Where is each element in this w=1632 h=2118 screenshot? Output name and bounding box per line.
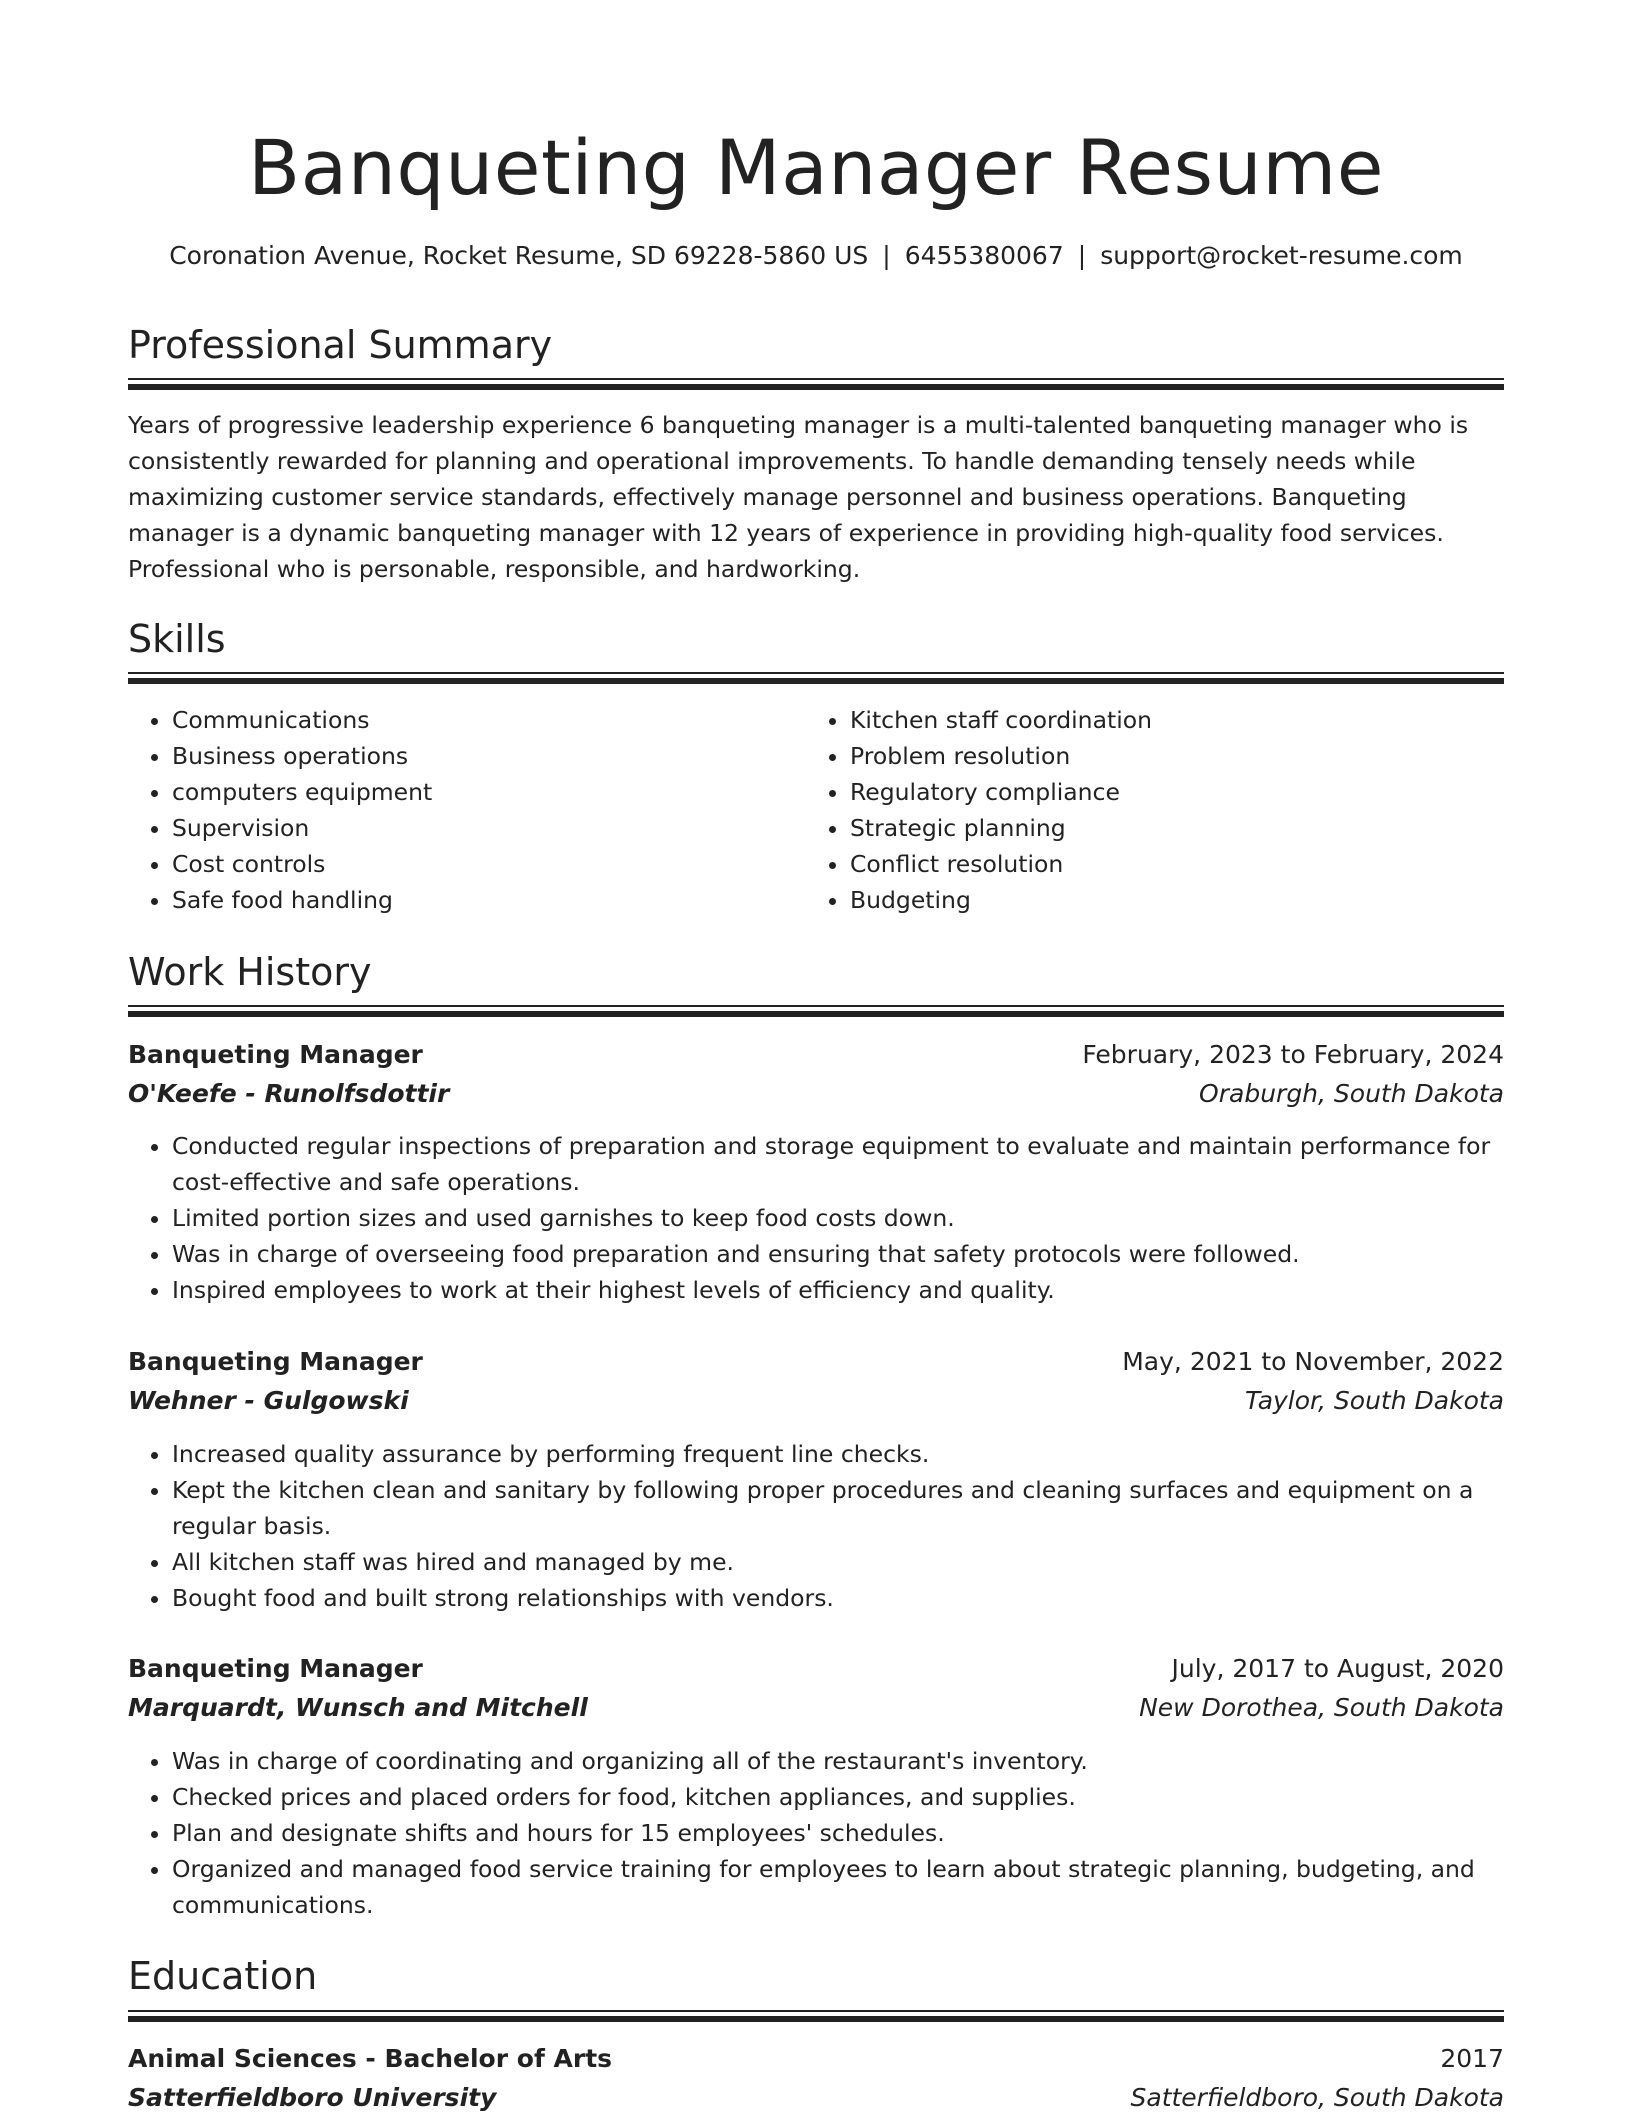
skills-heading: Skills (128, 617, 226, 661)
job-header (128, 1342, 1504, 1382)
work-history-heading: Work History (128, 950, 372, 994)
job-duties (128, 1128, 1504, 1308)
education-subheader (128, 2078, 1504, 2118)
skill-item: • Supervision (172, 810, 792, 846)
contact-phone: 6455380067 (904, 241, 1064, 270)
education-heading: Education (128, 1954, 318, 1998)
skill-item: • Conflict resolution (850, 846, 1490, 882)
skill-item: • computers equipment (172, 774, 792, 810)
skill-item: • Safe food handling (172, 882, 792, 918)
education-location: Satterfieldboro, South Dakota (1130, 2083, 1504, 2112)
job-duty: • Bought food and built strong relationships with vendors. (172, 1580, 1504, 1616)
skill-item: • Regulatory compliance (850, 774, 1490, 810)
job-duties (128, 1436, 1504, 1616)
skill-item: • Strategic planning (850, 810, 1490, 846)
job-duty: • Was in charge of overseeing food preparation and ensuring that safety protocols were followed. (172, 1236, 1504, 1272)
job-header (128, 1035, 1504, 1075)
job-company: Wehner - Gulgowski (128, 1386, 409, 1415)
skill-item: • Problem resolution (850, 738, 1490, 774)
resume-title: Banqueting Manager Resume (247, 123, 1385, 212)
education-header (128, 2039, 1504, 2079)
job-header (128, 1649, 1504, 1689)
job-duty: • Plan and designate shifts and hours for 15 employees' schedules. (172, 1815, 1504, 1851)
job-duty: • Was in charge of coordinating and organizing all of the restaurant's inventory. (172, 1743, 1504, 1779)
contact-separator: | (1077, 241, 1087, 270)
job-dates: May, 2021 to November, 2022 (1122, 1347, 1504, 1376)
education-school: Satterfieldboro University (128, 2083, 497, 2112)
section-divider (128, 2010, 1504, 2022)
job-duty: • Conducted regular inspections of preparation and storage equipment to evaluate and maintain performance for cost-effective and safe operations. (172, 1128, 1504, 1200)
skill-item: • Kitchen staff coordination (850, 702, 1490, 738)
contact-separator: | (882, 241, 891, 270)
summary-heading: Professional Summary (128, 323, 553, 367)
job-location: Taylor, South Dakota (1245, 1386, 1504, 1415)
skills-list-right (806, 702, 1490, 918)
education-degree: Animal Sciences - Bachelor of Arts (128, 2044, 613, 2073)
job-duty: • Inspired employees to work at their highest levels of efficiency and quality. (172, 1272, 1504, 1308)
job-duty: • Organized and managed food service training for employees to learn about strategic planning, budgeting, and communications. (172, 1851, 1504, 1923)
contact-address: Coronation Avenue, Rocket Resume, SD 69228-5860 US (169, 241, 869, 270)
job-role: Banqueting Manager (128, 1040, 423, 1069)
summary-text: Years of progressive leadership experience 6 banqueting manager is a multi-talented banqueting manager who is consistently rewarded for planning and operational improvements. To handle demanding tensely needs while maximizing customer service standards, effectively manage personnel and business operations. Banqueting manager is a dynamic banqueting manager with 12 years of experience in providing high-quality food services. Professional who is personable, responsible, and hardworking. (128, 411, 1469, 583)
skill-item: • Communications (172, 702, 792, 738)
job-location: Oraburgh, South Dakota (1199, 1079, 1504, 1108)
job-duty: • Kept the kitchen clean and sanitary by following proper procedures and cleaning surfaces and equipment on a regular basis. (172, 1472, 1504, 1544)
job-dates: July, 2017 to August, 2020 (1171, 1654, 1504, 1683)
skills-list-left (128, 702, 792, 918)
section-divider (128, 672, 1504, 684)
job-subheader (128, 1688, 1504, 1728)
job-duty: • Checked prices and placed orders for food, kitchen appliances, and supplies. (172, 1779, 1504, 1815)
job-subheader (128, 1074, 1504, 1114)
skill-item: • Business operations (172, 738, 792, 774)
skill-item: • Budgeting (850, 882, 1490, 918)
skill-item: • Cost controls (172, 846, 792, 882)
section-divider (128, 1005, 1504, 1017)
job-duties (128, 1743, 1504, 1923)
job-duty: • All kitchen staff was hired and managed by me. (172, 1544, 1504, 1580)
job-duty: • Increased quality assurance by performing frequent line checks. (172, 1436, 1504, 1472)
contact-line (128, 238, 1504, 274)
education-year: 2017 (1440, 2044, 1504, 2073)
contact-email[interactable]: support@rocket-resume.com (1100, 241, 1463, 270)
job-role: Banqueting Manager (128, 1347, 423, 1376)
job-company: O'Keefe - Runolfsdottir (128, 1079, 450, 1108)
job-duty: • Limited portion sizes and used garnishes to keep food costs down. (172, 1200, 1504, 1236)
job-subheader (128, 1381, 1504, 1421)
job-location: New Dorothea, South Dakota (1139, 1693, 1504, 1722)
job-role: Banqueting Manager (128, 1654, 423, 1683)
job-dates: February, 2023 to February, 2024 (1082, 1040, 1504, 1069)
job-company: Marquardt, Wunsch and Mitchell (128, 1693, 588, 1722)
section-divider (128, 378, 1504, 390)
